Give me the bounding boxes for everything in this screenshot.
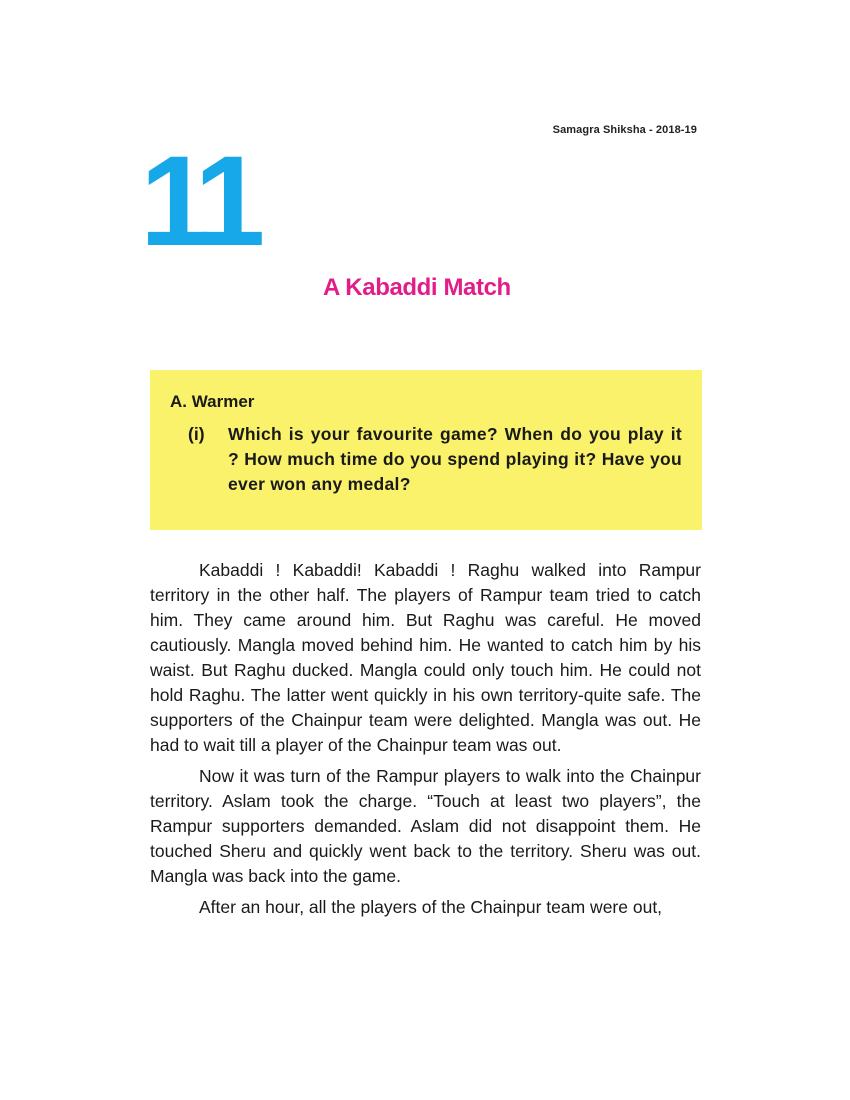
story-paragraph: After an hour, all the players of the Chainpur team were out, xyxy=(199,897,663,917)
story-paragraph: Now it was turn of the Rampur players to walk into the Chainpur territory. Aslam took the charge. “Touch at least two players”, the Rampur supporters demanded. Aslam did not disappoint them. He touched Sheru and quickly went back to the territory. Sheru was out. Mangla was back into the game. xyxy=(150,766,701,886)
story-body xyxy=(150,558,701,926)
warmer-heading: A. Warmer xyxy=(170,392,255,411)
chapter-title: A Kabaddi Match xyxy=(323,274,511,301)
chapter-number: 11 xyxy=(140,130,256,273)
warmer-box xyxy=(150,370,702,530)
story-paragraph: Kabaddi ! Kabaddi! Kabaddi ! Raghu walked into Rampur territory in the other half. The players of Rampur team tried to catch him. They came around him. But Raghu was careful. He moved cautiously. Mangla moved behind him. He wanted to catch him by his waist. But Raghu ducked. Mangla could only touch him. He could not hold Raghu. The latter went quickly in his own territory-quite safe. The supporters of the Chainpur team were delighted. Mangla was out. He had to wait till a player of the Chainpur team was out. xyxy=(150,560,701,755)
question-number: (i) xyxy=(188,424,205,444)
question-text: Which is your favourite game? When do you play it ? How much time do you spend playing it? Have you ever won any medal? xyxy=(228,424,682,494)
source-header: Samagra Shiksha - 2018-19 xyxy=(552,124,697,136)
warmer-question xyxy=(188,422,682,497)
